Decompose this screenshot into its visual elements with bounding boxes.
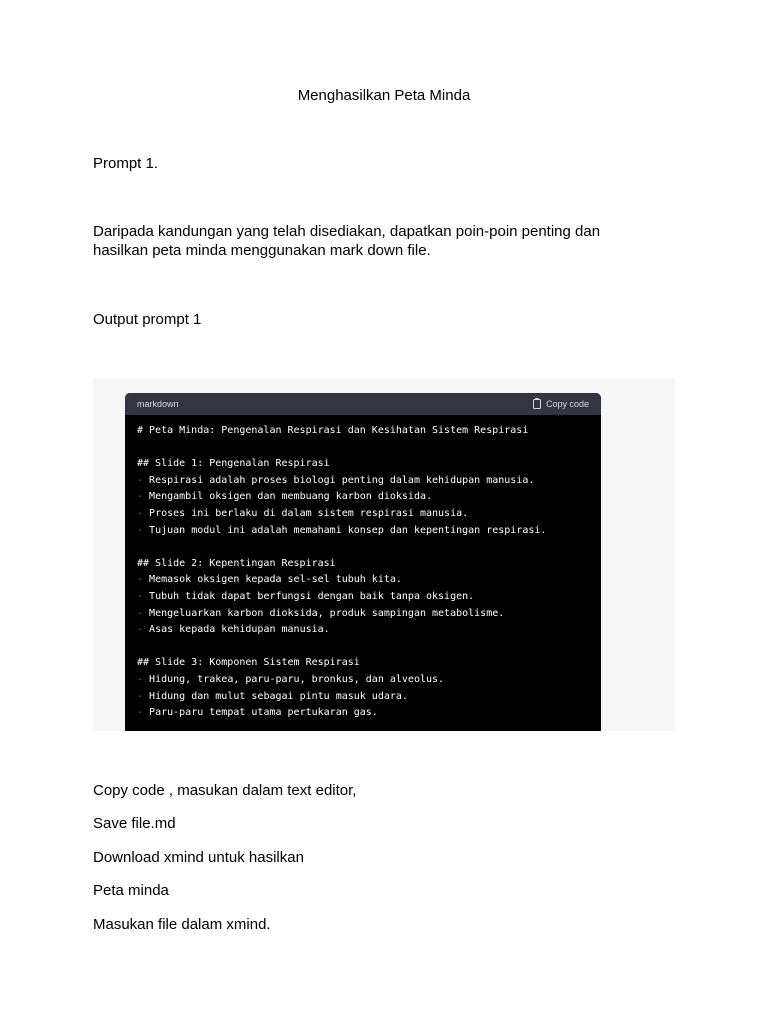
code-line-text: Proses ini berlaku di dalam sistem respirasi manusia. — [143, 507, 469, 519]
code-screenshot — [93, 378, 675, 731]
code-line — [137, 589, 589, 606]
code-line — [137, 655, 589, 672]
code-line-text: ## Slide 1: Pengenalan Respirasi — [137, 458, 330, 470]
code-line — [137, 489, 589, 506]
code-line-text: Paru-paru tempat utama pertukaran gas. — [143, 707, 378, 719]
code-line-marker: - — [137, 607, 144, 619]
code-line-marker: - — [137, 574, 144, 586]
code-line — [137, 639, 589, 656]
code-line-marker: - — [137, 507, 144, 519]
code-line-marker: - — [137, 624, 144, 636]
code-line-text: Mengambil oksigen dan membuang karbon dioksida. — [143, 491, 433, 503]
code-line-text: ## Slide 3: Komponen Sistem Respirasi — [137, 657, 360, 669]
code-line-text: Respirasi adalah proses biologi penting dalam kehidupan manusia. — [143, 474, 535, 486]
prompt-text: Daripada kandungan yang telah disediakan, dapatkan poin-poin penting dan hasilkan peta minda menggunakan mark down file. — [93, 223, 601, 259]
code-line-text: Asas kepada kehidupan manusia. — [143, 624, 330, 636]
code-line-text: Tujuan modul ini adalah memahami konsep dan kepentingan respirasi. — [143, 524, 547, 536]
code-line-marker: - — [137, 474, 144, 486]
code-line — [137, 672, 589, 689]
code-line-marker: - — [137, 707, 144, 719]
step-copy-code: Copy code , masukan dalam text editor, — [93, 782, 357, 799]
code-line-text: Memasok oksigen kepada sel-sel tubuh kita. — [143, 574, 402, 586]
code-line-text: ## Slide 2: Kepentingan Respirasi — [137, 557, 336, 569]
code-line-text: Tubuh tidak dapat berfungsi dengan baik tanpa oksigen. — [143, 590, 475, 602]
code-line — [137, 539, 589, 556]
code-header — [125, 393, 601, 415]
code-language-label: markdown — [137, 399, 179, 409]
copy-code-label: Copy code — [545, 399, 589, 409]
code-line — [137, 506, 589, 523]
code-line — [137, 606, 589, 623]
code-line-marker: - — [137, 673, 144, 685]
page-title: Menghasilkan Peta Minda — [297, 87, 471, 104]
code-line — [137, 705, 589, 722]
code-block — [125, 393, 601, 731]
output-label: Output prompt 1 — [93, 311, 202, 328]
code-line — [137, 622, 589, 639]
code-line-marker: - — [137, 491, 144, 503]
code-line-text: # Peta Minda: Pengenalan Respirasi dan Kesihatan Sistem Respirasi — [137, 425, 529, 436]
step-import-xmind: Masukan file dalam xmind. — [93, 916, 271, 933]
code-line — [137, 473, 589, 490]
code-line-text: Mengeluarkan karbon dioksida, produk sampingan metabolisme. — [143, 607, 505, 619]
code-line — [137, 572, 589, 589]
clipboard-icon — [533, 399, 541, 409]
code-line — [137, 440, 589, 457]
code-line-marker: - — [137, 690, 144, 702]
code-line-text: Hidung, trakea, paru-paru, bronkus, dan alveolus. — [143, 673, 445, 685]
code-line — [137, 423, 589, 440]
step-save-file: Save file.md — [93, 815, 176, 832]
copy-code-button[interactable] — [533, 399, 589, 409]
code-line-marker: - — [137, 524, 144, 536]
code-body — [125, 415, 601, 730]
code-line-text: Hidung dan mulut sebagai pintu masuk udara. — [143, 690, 408, 702]
code-line — [137, 456, 589, 473]
step-peta-minda: Peta minda — [93, 882, 169, 899]
code-line — [137, 689, 589, 706]
step-download-xmind: Download xmind untuk hasilkan — [93, 849, 304, 866]
code-line — [137, 556, 589, 573]
code-line — [137, 523, 589, 540]
prompt-label: Prompt 1. — [93, 155, 159, 172]
code-line-marker: - — [137, 590, 144, 602]
